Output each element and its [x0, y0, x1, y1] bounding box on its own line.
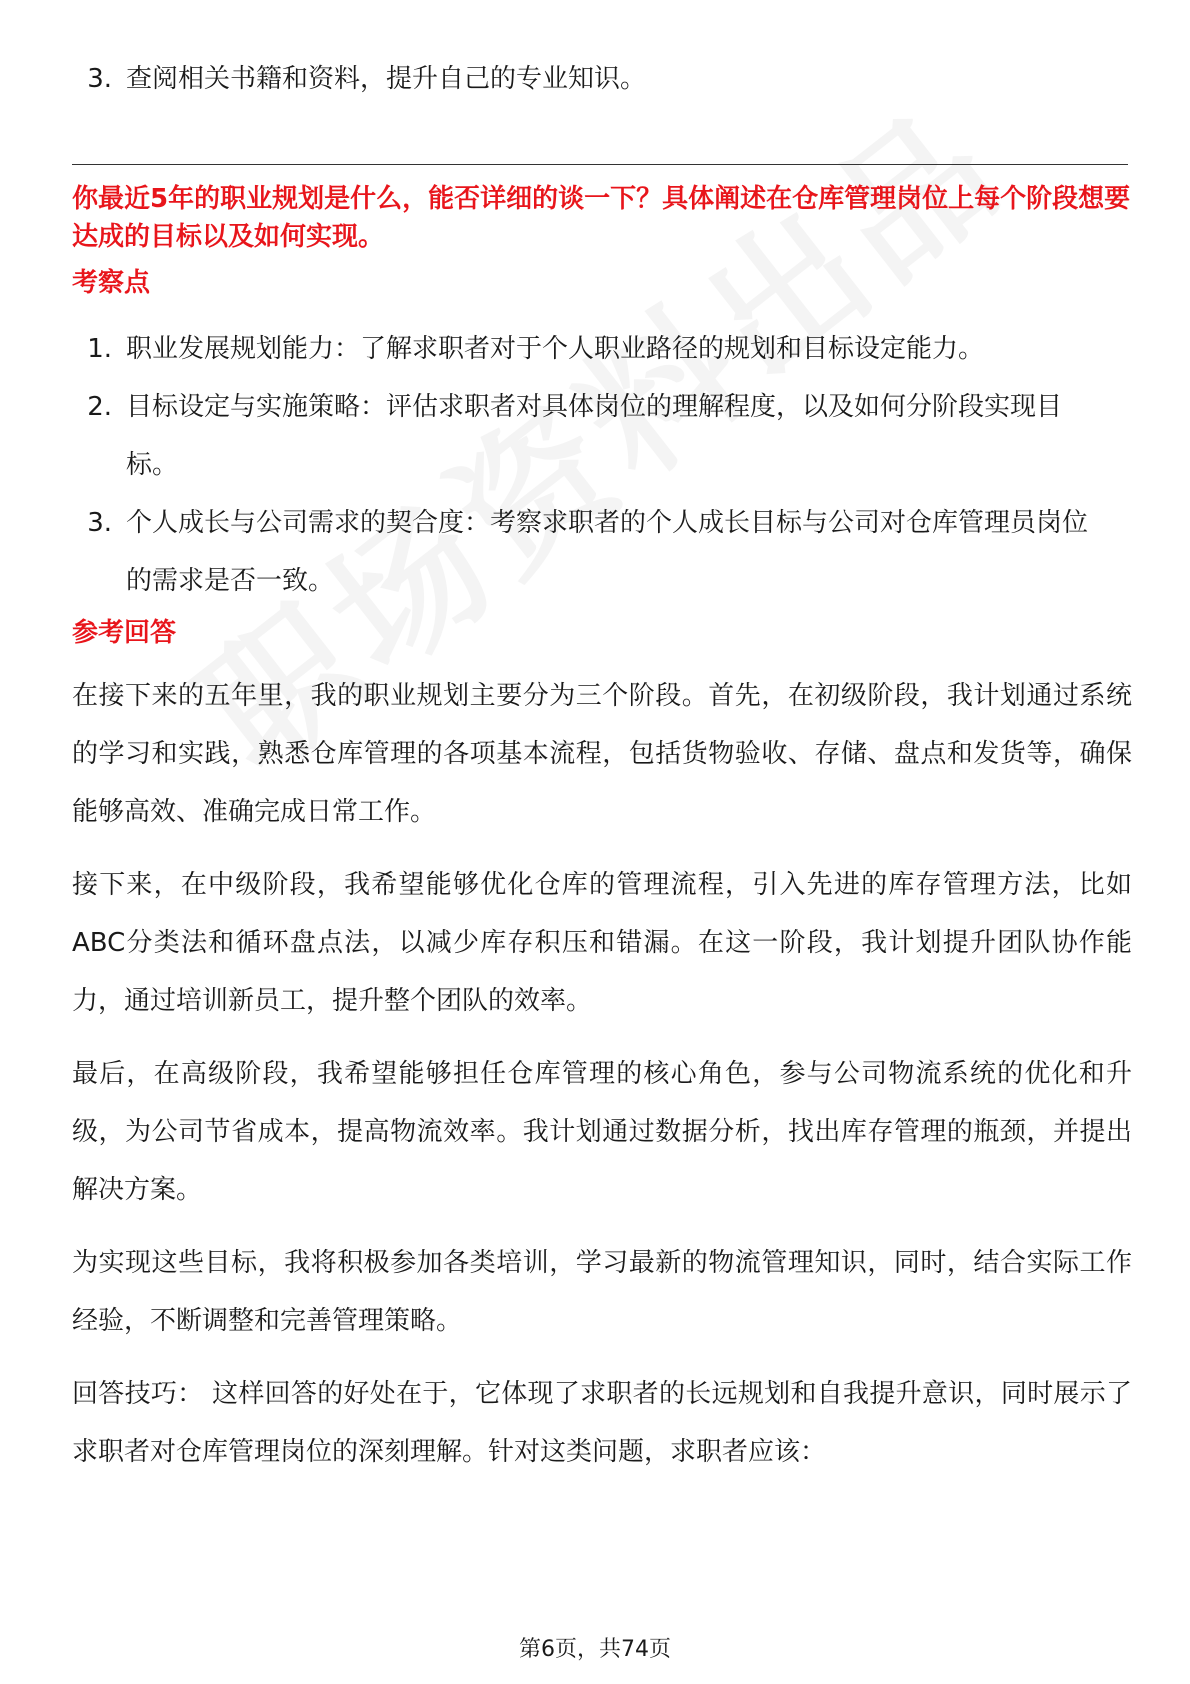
- page-number-footer: 第6页，共74页: [519, 1637, 671, 1662]
- list-item-text: 目标设定与实施策略：评估求职者对具体岗位的理解程度，以及如何分阶段实现目标。: [126, 392, 1063, 480]
- exam-points-heading: 考察点: [72, 268, 151, 298]
- list-item-number: 3.: [87, 508, 112, 538]
- list-item-text: 职业发展规划能力：了解求职者对于个人职业路径的规划和目标设定能力。: [126, 334, 985, 364]
- reference-answer-heading: 参考回答: [72, 618, 177, 648]
- list-item: [72, 50, 1112, 108]
- list-item-number: 3.: [87, 64, 112, 94]
- answer-tips-paragraph: 回答技巧： 这样回答的好处在于，它体现了求职者的长远规划和自我提升意识，同时展示了求职者对仓库管理岗位的深刻理解。针对这类问题，求职者应该：: [72, 1379, 1132, 1467]
- answer-paragraph: 为实现这些目标，我将积极参加各类培训，学习最新的物流管理知识，同时，结合实际工作经验，不断调整和完善管理策略。: [72, 1248, 1132, 1336]
- answer-paragraph: 在接下来的五年里，我的职业规划主要分为三个阶段。首先，在初级阶段，我计划通过系统的学习和实践，熟悉仓库管理的各项基本流程，包括货物验收、存储、盘点和发货等，确保能够高效、准确完成日常工作。: [72, 681, 1132, 827]
- list-item: [72, 494, 1112, 610]
- answer-paragraph: 最后，在高级阶段，我希望能够担任仓库管理的核心角色，参与公司物流系统的优化和升级，为公司节省成本，提高物流效率。我计划通过数据分析，找出库存管理的瓶颈，并提出解决方案。: [72, 1059, 1132, 1205]
- list-item-number: 2.: [87, 392, 112, 422]
- list-item: [72, 320, 1112, 378]
- list-item-text: 查阅相关书籍和资料，提升自己的专业知识。: [126, 64, 647, 94]
- list-item-text: 个人成长与公司需求的契合度：考察求职者的个人成长目标与公司对仓库管理员岗位的需求是否一致。: [126, 508, 1089, 596]
- exam-points-list: [72, 320, 1112, 610]
- section-divider: [72, 164, 1128, 165]
- answer-paragraph: 接下来，在中级阶段，我希望能够优化仓库的管理流程，引入先进的库存管理方法，比如ABC分类法和循环盘点法，以减少库存积压和错漏。在这一阶段，我计划提升团队协作能力，通过培训新员工，提升整个团队的效率。: [72, 870, 1132, 1016]
- list-item: [72, 378, 1112, 494]
- top-list: [72, 50, 1112, 108]
- question-heading: 你最近5年的职业规划是什么，能否详细的谈一下？具体阐述在仓库管理岗位上每个阶段想要达成的目标以及如何实现。: [72, 184, 1131, 252]
- list-item-number: 1.: [87, 334, 112, 364]
